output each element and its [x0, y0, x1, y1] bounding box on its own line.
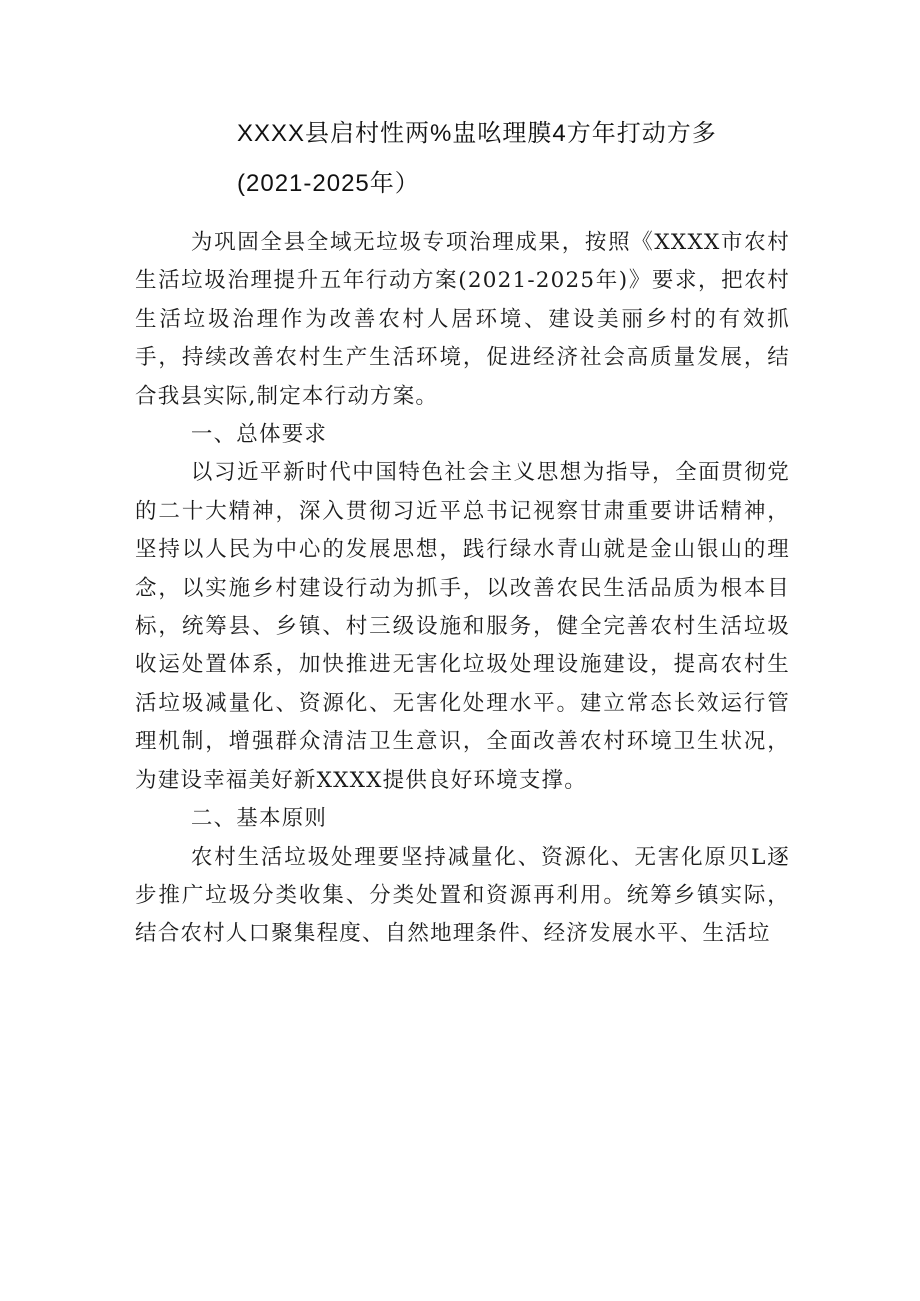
paragraph-basic-principles: 农村生活垃圾处理要坚持减量化、资源化、无害化原贝L逐步推广垃圾分类收集、分类处置和资源再利用。统筹乡镇实际，结合农村人口聚集程度、自然地理条件、经济发展水平、生活垃: [135, 844, 790, 947]
paragraph-overall-requirements: 以习近平新时代中国特色社会主义思想为指导，全面贯彻党的二十大精神，深入贯彻习近平总书记视察甘肃重要讲话精神，坚持以人民为中心的发展思想，践行绿水青山就是金山银山的理念，以实施乡村建设行动为抓手，以改善农民生活品质为根本目标，统筹县、乡镇、村三级设施和服务，健全完善农村生活垃圾收运处置体系，加快推进无害化垃圾处理设施建设，提高农村生活垃圾减量化、资源化、无害化处理水平。建立常态长效运行管理机制，增强群众清洁卫生意识，全面改善农村环境卫生状况，为建设幸福美好新XXXX提供良好环境支撑。: [135, 460, 790, 793]
section-heading-overall-requirements: 一、总体要求: [190, 422, 328, 448]
section-heading-basic-principles: 二、基本原则: [190, 806, 328, 832]
paragraph-intro: 为巩固全县全域无垃圾专项治理成果，按照《XXXX市农村生活垃圾治理提升五年行动方案(2021-2025年)》要求，把农村生活垃圾治理作为改善农村人居环境、建设美丽乡村的有效抓手，持续改善农村生产生活环境，促进经济社会高质量发展，结合我县实际,制定本行动方案。: [135, 230, 790, 409]
document-subtitle-years: (2021-2025年）: [237, 170, 420, 197]
document-title: XXXX县启村性两%盅吆理膜4方年打动方多: [237, 120, 717, 147]
document-body: [135, 224, 790, 954]
